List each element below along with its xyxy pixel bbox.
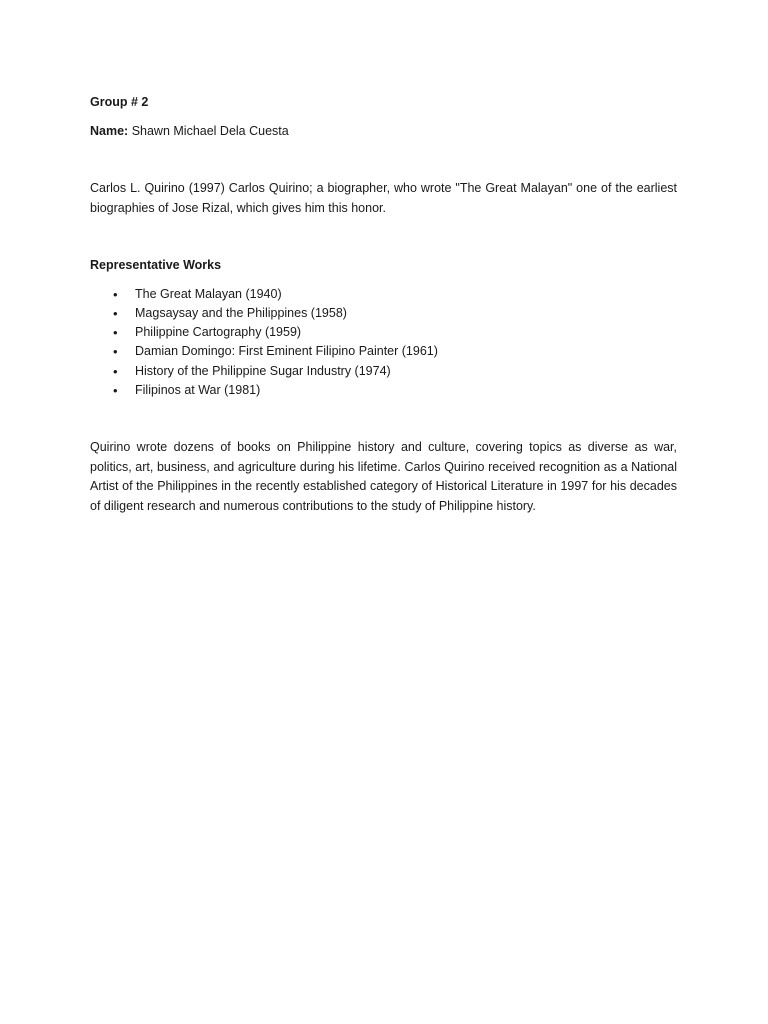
document-body [90,93,677,516]
name-label: Name: [90,123,129,138]
closing-paragraph: Quirino wrote dozens of books on Philippine history and culture, covering topics as diverse as war, politics, art, business, and agriculture during his lifetime. Carlos Quirino received recognition as a National Artist of the Philippines in the recently established category of Historical Literature in 1997 for his decades of diligent research and numerous contributions to the study of Philippine history. [90,440,677,513]
list-item [90,285,677,304]
bullet-icon: • [113,325,118,341]
bullet-icon: • [113,305,118,321]
name-value: Shawn Michael Dela Cuesta [128,123,289,138]
list-item [90,362,677,381]
bullet-icon: • [113,344,118,360]
bullet-icon: • [113,363,118,379]
works-list [90,285,677,401]
works-heading: Representative Works [90,258,222,272]
list-item [90,323,677,342]
bullet-icon: • [113,382,118,398]
list-item [90,304,677,323]
work-title: The Great Malayan (1940) [135,286,282,301]
intro-paragraph: Carlos L. Quirino (1997) Carlos Quirino; a biographer, who wrote "The Great Malayan" one of the earliest biographies of Jose Rizal, which gives him this honor. [90,181,677,215]
work-title: Magsaysay and the Philippines (1958) [135,305,347,320]
work-title: Damian Domingo: First Eminent Filipino Painter (1961) [135,344,438,359]
work-title: History of the Philippine Sugar Industry (1974) [135,363,391,378]
work-title: Philippine Cartography (1959) [135,325,302,340]
student-name-line [90,122,677,142]
list-item [90,342,677,361]
work-title: Filipinos at War (1981) [135,382,261,397]
group-number: Group # 2 [90,95,149,109]
bullet-icon: • [113,286,118,302]
list-item [90,381,677,400]
